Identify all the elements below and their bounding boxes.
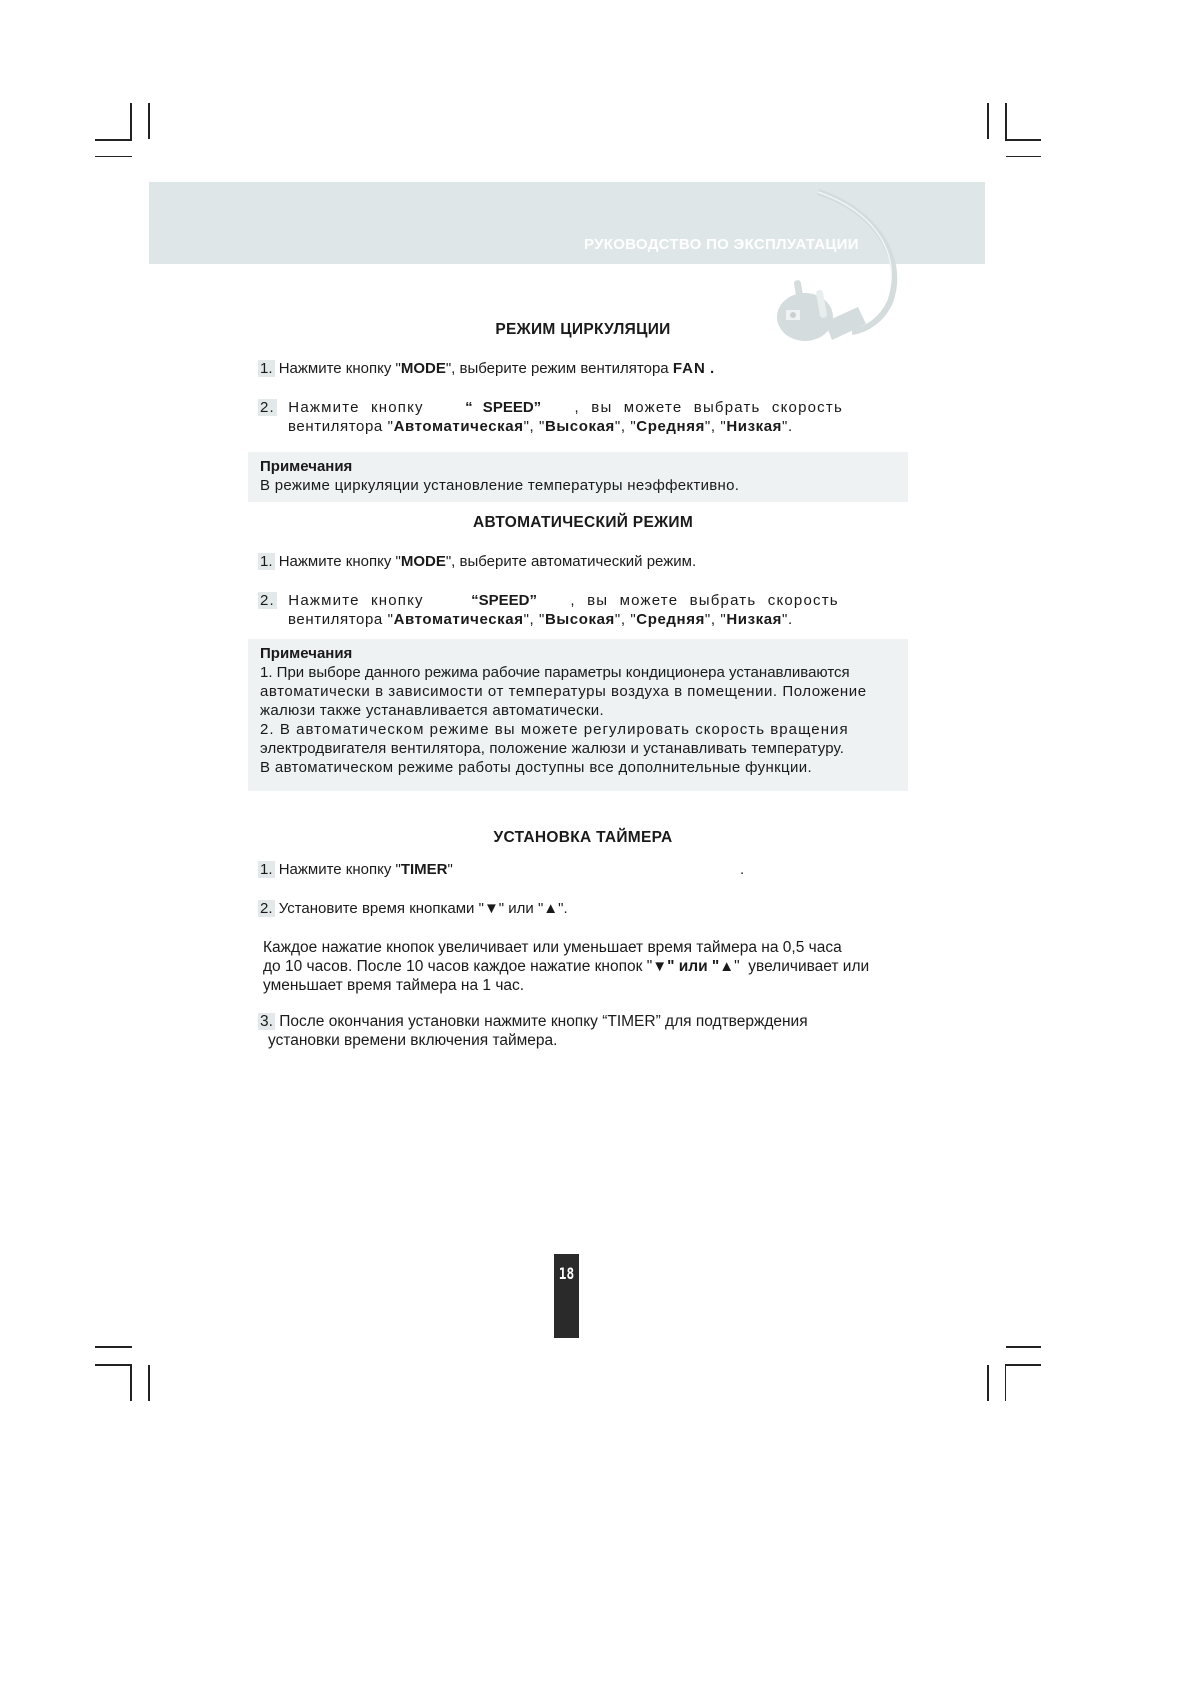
step-number: 1. [260, 553, 273, 570]
crop-mark-bottom-left-h2 [95, 1346, 132, 1348]
section-title-auto: АВТОМАТИЧЕСКИЙ РЕЖИМ [472, 514, 694, 531]
step-number: 2. [260, 399, 275, 416]
note-line: автоматически в зависимости от температуры воздуха в помещении. Положение [260, 683, 867, 700]
timer-step-1: 1. Нажмите кнопку "TIMER" [260, 861, 453, 878]
crop-mark-top-left-h2 [95, 156, 132, 157]
down-arrow-icon: ▼ [652, 958, 668, 975]
section-title-circulation: РЕЖИМ ЦИРКУЛЯЦИИ [495, 321, 671, 338]
up-arrow-icon: ▲ [543, 900, 559, 917]
auto-step-2-line-1: 2. Нажмите кнопку “SPEED” , вы можете выбрать скорость [260, 592, 839, 609]
timer-step-3-line-1: 3. После окончания установки нажмите кнопку “TIMER” для подтверждения [260, 1013, 808, 1030]
crop-mark-bottom-left-h [95, 1364, 132, 1366]
up-arrow-icon: ▲ [719, 958, 735, 975]
crop-mark-bottom-right-h2 [1006, 1346, 1041, 1348]
crop-mark-top-right-h2 [1006, 156, 1041, 157]
power-plug-icon [770, 182, 910, 342]
page-number: 18 [558, 1264, 575, 1283]
note-heading: Примечания [260, 645, 353, 662]
crop-mark-bottom-left-v2 [148, 1365, 150, 1401]
timer-paragraph-line-2: до 10 часов. После 10 часов каждое нажатие кнопок "▼" или "▲" увеличивает или [263, 958, 870, 975]
crop-mark-top-right-h [1006, 139, 1041, 141]
timer-paragraph-line-1: Каждое нажатие кнопок увеличивает или уменьшает время таймера на 0,5 часа [263, 939, 842, 956]
step-number: 2. [260, 592, 275, 609]
timer-button-label: TIMER [400, 861, 448, 878]
crop-mark-bottom-right-h [1006, 1364, 1041, 1366]
step-number: 3. [260, 1013, 273, 1030]
crop-mark-bottom-left-v [130, 1364, 132, 1401]
crop-mark-top-left-v2 [148, 103, 150, 139]
note-line: 2. В автоматическом режиме вы можете регулировать скорость вращения [260, 721, 849, 738]
down-arrow-icon: ▼ [483, 900, 499, 917]
crop-mark-bottom-right-v [987, 1365, 989, 1401]
fan-mode-label: FAN [672, 360, 706, 377]
auto-note [248, 639, 908, 791]
circulation-note [248, 452, 908, 502]
circulation-step-2-line-1: 2. Нажмите кнопку “ SPEED” , вы можете выбрать скорость [260, 399, 843, 416]
timer-step-3-line-2: установки времени включения таймера. [268, 1032, 558, 1049]
note-line: жалюзи также устанавливается автоматически. [260, 702, 604, 719]
timer-step-2: 2. Установите время кнопками "▼" или "▲". [260, 900, 568, 917]
note-line: электродвигателя вентилятора, положение жалюзи и устанавливать температуру. [260, 740, 845, 757]
note-line: 1. При выборе данного режима рабочие параметры кондиционера устанавливаются [260, 664, 850, 681]
auto-step-1: 1. Нажмите кнопку "MODE", выберите автоматический режим. [260, 553, 697, 570]
crop-mark-top-left-v [130, 103, 132, 141]
timer-paragraph-line-3: уменьшает время таймера на 1 час. [263, 977, 525, 994]
note-line: В автоматическом режиме работы доступны все дополнительные функции. [260, 759, 812, 776]
circulation-step-1: 1. Нажмите кнопку "MODE", выберите режим вентилятора FAN . [260, 360, 715, 377]
note-heading: Примечания [260, 458, 353, 475]
crop-mark-bottom-right-v2 [1005, 1364, 1006, 1401]
speed-button-label: “ SPEED” [465, 399, 542, 416]
header-title: РУКОВОДСТВО ПО ЭКСПЛУАТАЦИИ [584, 236, 859, 253]
circulation-step-2-line-2: вентилятора "Автоматическая", "Высокая", "Средняя", "Низкая". [288, 418, 793, 435]
crop-mark-top-right-v2 [1005, 103, 1007, 141]
mode-button-label: MODE [400, 360, 446, 377]
step-number: 1. [260, 360, 273, 377]
step-number: 2. [260, 900, 273, 917]
crop-mark-top-right-v [987, 103, 989, 139]
timer-step-1-period: . [740, 861, 745, 878]
speed-button-label: “SPEED” [471, 592, 537, 609]
page-number-tab [554, 1254, 579, 1338]
note-line: В режиме циркуляции установление температуры неэффективно. [260, 477, 740, 494]
section-title-timer: УСТАНОВКА ТАЙМЕРА [493, 829, 673, 846]
step-number: 1. [260, 861, 273, 878]
mode-button-label: MODE [400, 553, 446, 570]
crop-mark-top-left-h [95, 139, 132, 141]
auto-step-2-line-2: вентилятора "Автоматическая", "Высокая", "Средняя", "Низкая". [288, 611, 793, 628]
